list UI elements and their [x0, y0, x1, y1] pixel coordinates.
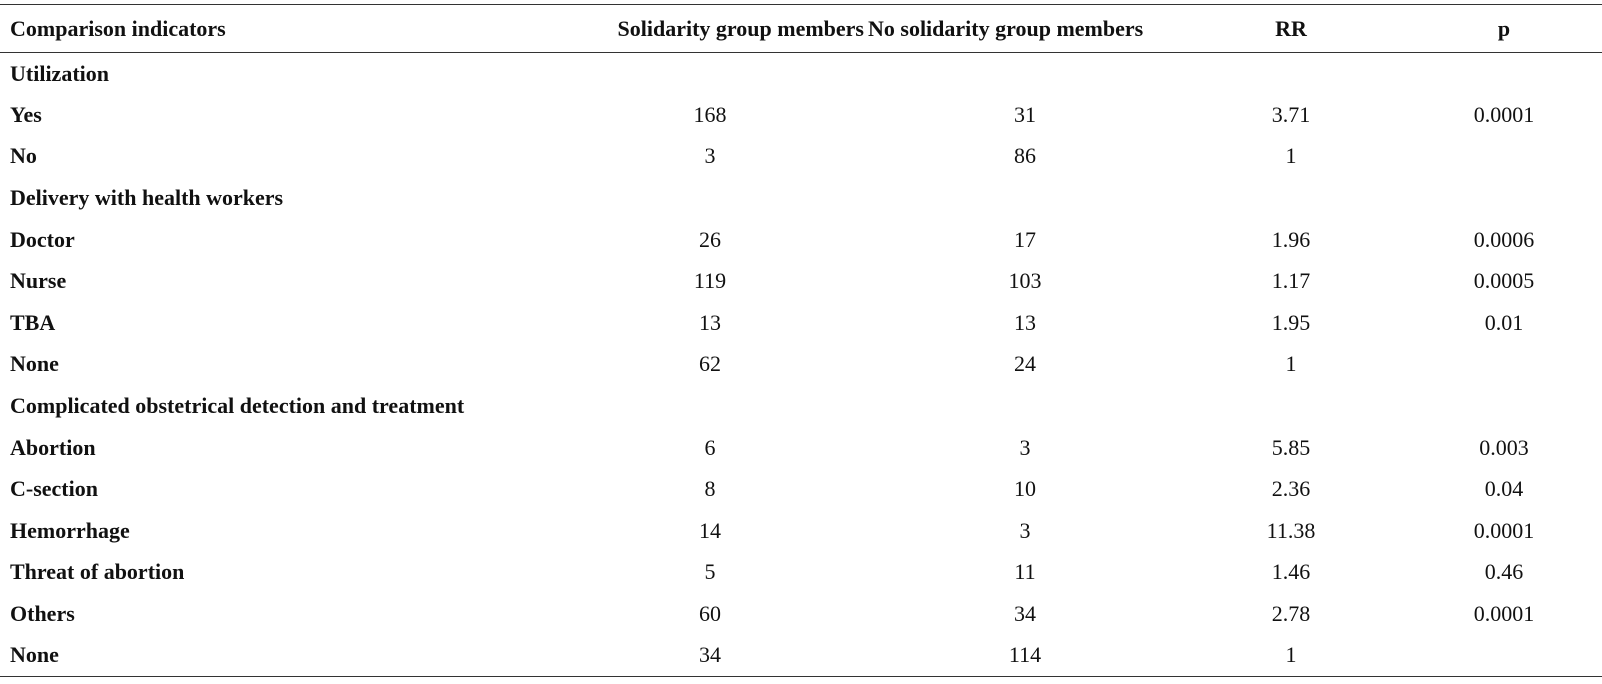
- cell-solidarity: 13: [699, 309, 721, 335]
- header-p: p: [1396, 5, 1602, 53]
- cell-solidarity: 6: [704, 434, 716, 460]
- cell-p: 0.0006: [1473, 226, 1535, 252]
- cell-solidarity: 26: [699, 226, 721, 252]
- cell-solidarity: 14: [699, 517, 721, 543]
- cell-rr: 1: [1285, 351, 1297, 377]
- cell-p: 0.0001: [1473, 517, 1535, 543]
- comparison-table: [0, 4, 1602, 677]
- cell-p: 0.0005: [1473, 268, 1535, 294]
- cell-no-solidarity: 10: [1014, 476, 1036, 502]
- cell-rr: 1: [1285, 143, 1297, 169]
- cell-rr: 5.85: [1271, 434, 1311, 460]
- cell-no-solidarity: 103: [1008, 268, 1042, 294]
- cell-no-solidarity: 24: [1014, 351, 1036, 377]
- cell-no-solidarity: 17: [1014, 226, 1036, 252]
- cell-solidarity: 119: [693, 268, 727, 294]
- cell-solidarity: 60: [699, 601, 721, 627]
- cell-solidarity: 62: [699, 351, 721, 377]
- cell-rr: 1: [1186, 635, 1396, 677]
- cell-solidarity: 168: [693, 101, 727, 127]
- table-row: [0, 468, 1602, 510]
- table-row: [0, 302, 1602, 344]
- cell-rr: 1.96: [1271, 226, 1311, 252]
- row-label: Others: [10, 601, 75, 627]
- cell-p: [1396, 136, 1602, 178]
- cell-solidarity: 5: [704, 559, 716, 585]
- row-label: Doctor: [10, 226, 75, 252]
- cell-no-solidarity: 34: [1014, 601, 1036, 627]
- header-no-solidarity-members: No solidarity group members: [864, 5, 1186, 53]
- cell-p: 0.003: [1479, 434, 1529, 460]
- table-row: [0, 344, 1602, 386]
- section-label: Complicated obstetrical detection and treatment: [10, 393, 465, 419]
- table-body: [0, 53, 1602, 677]
- table-row: [0, 427, 1602, 469]
- row-label: None: [0, 635, 556, 677]
- table-row: [0, 260, 1602, 302]
- cell-rr: 1.17: [1271, 268, 1311, 294]
- row-label: TBA: [10, 309, 56, 335]
- table-row: [0, 219, 1602, 261]
- cell-no-solidarity: 13: [1014, 309, 1036, 335]
- cell-p: 0.04: [1484, 476, 1524, 502]
- section-row: [0, 385, 1602, 427]
- cell-rr: 2.78: [1271, 601, 1311, 627]
- row-label: Abortion: [10, 434, 96, 460]
- row-label: Hemorrhage: [10, 517, 130, 543]
- cell-rr: 11.38: [1266, 517, 1316, 543]
- cell-solidarity: 3: [704, 143, 716, 169]
- cell-solidarity: 8: [704, 476, 716, 502]
- row-label: Nurse: [10, 268, 67, 294]
- cell-p: 0.01: [1484, 309, 1524, 335]
- cell-p: [1396, 344, 1602, 386]
- cell-no-solidarity: 3: [1019, 517, 1031, 543]
- cell-rr: 3.71: [1271, 101, 1311, 127]
- header-comparison-indicators: Comparison indicators: [0, 5, 556, 53]
- cell-no-solidarity: 31: [1014, 101, 1036, 127]
- row-label: No: [10, 143, 37, 169]
- table-row: [0, 94, 1602, 136]
- cell-no-solidarity: 3: [1019, 434, 1031, 460]
- table-row: [0, 510, 1602, 552]
- cell-no-solidarity: 11: [1014, 559, 1036, 585]
- cell-rr: 1.95: [1271, 309, 1311, 335]
- cell-p: [1396, 635, 1602, 677]
- cell-p: 0.0001: [1473, 101, 1535, 127]
- cell-p: 0.0001: [1473, 601, 1535, 627]
- cell-no-solidarity: 86: [1014, 143, 1036, 169]
- cell-rr: 2.36: [1271, 476, 1311, 502]
- header-rr: RR: [1186, 5, 1396, 53]
- cell-solidarity: 34: [556, 635, 864, 677]
- row-label: Threat of abortion: [10, 559, 185, 585]
- header-solidarity-members: Solidarity group members: [556, 5, 864, 53]
- cell-p: 0.46: [1484, 559, 1524, 585]
- row-label: C-section: [10, 476, 98, 502]
- cell-rr: 1.46: [1271, 559, 1311, 585]
- table-row: [0, 136, 1602, 178]
- row-label: None: [10, 351, 59, 377]
- row-label: Yes: [10, 101, 42, 127]
- table-header-row: [0, 5, 1602, 53]
- cell-no-solidarity: 114: [864, 635, 1186, 677]
- section-row: [0, 177, 1602, 219]
- table-row: [0, 593, 1602, 635]
- section-row: [0, 53, 1602, 95]
- table-row: [0, 635, 1602, 677]
- section-label: Delivery with health workers: [10, 185, 284, 211]
- section-label: Utilization: [10, 60, 109, 86]
- table-row: [0, 552, 1602, 594]
